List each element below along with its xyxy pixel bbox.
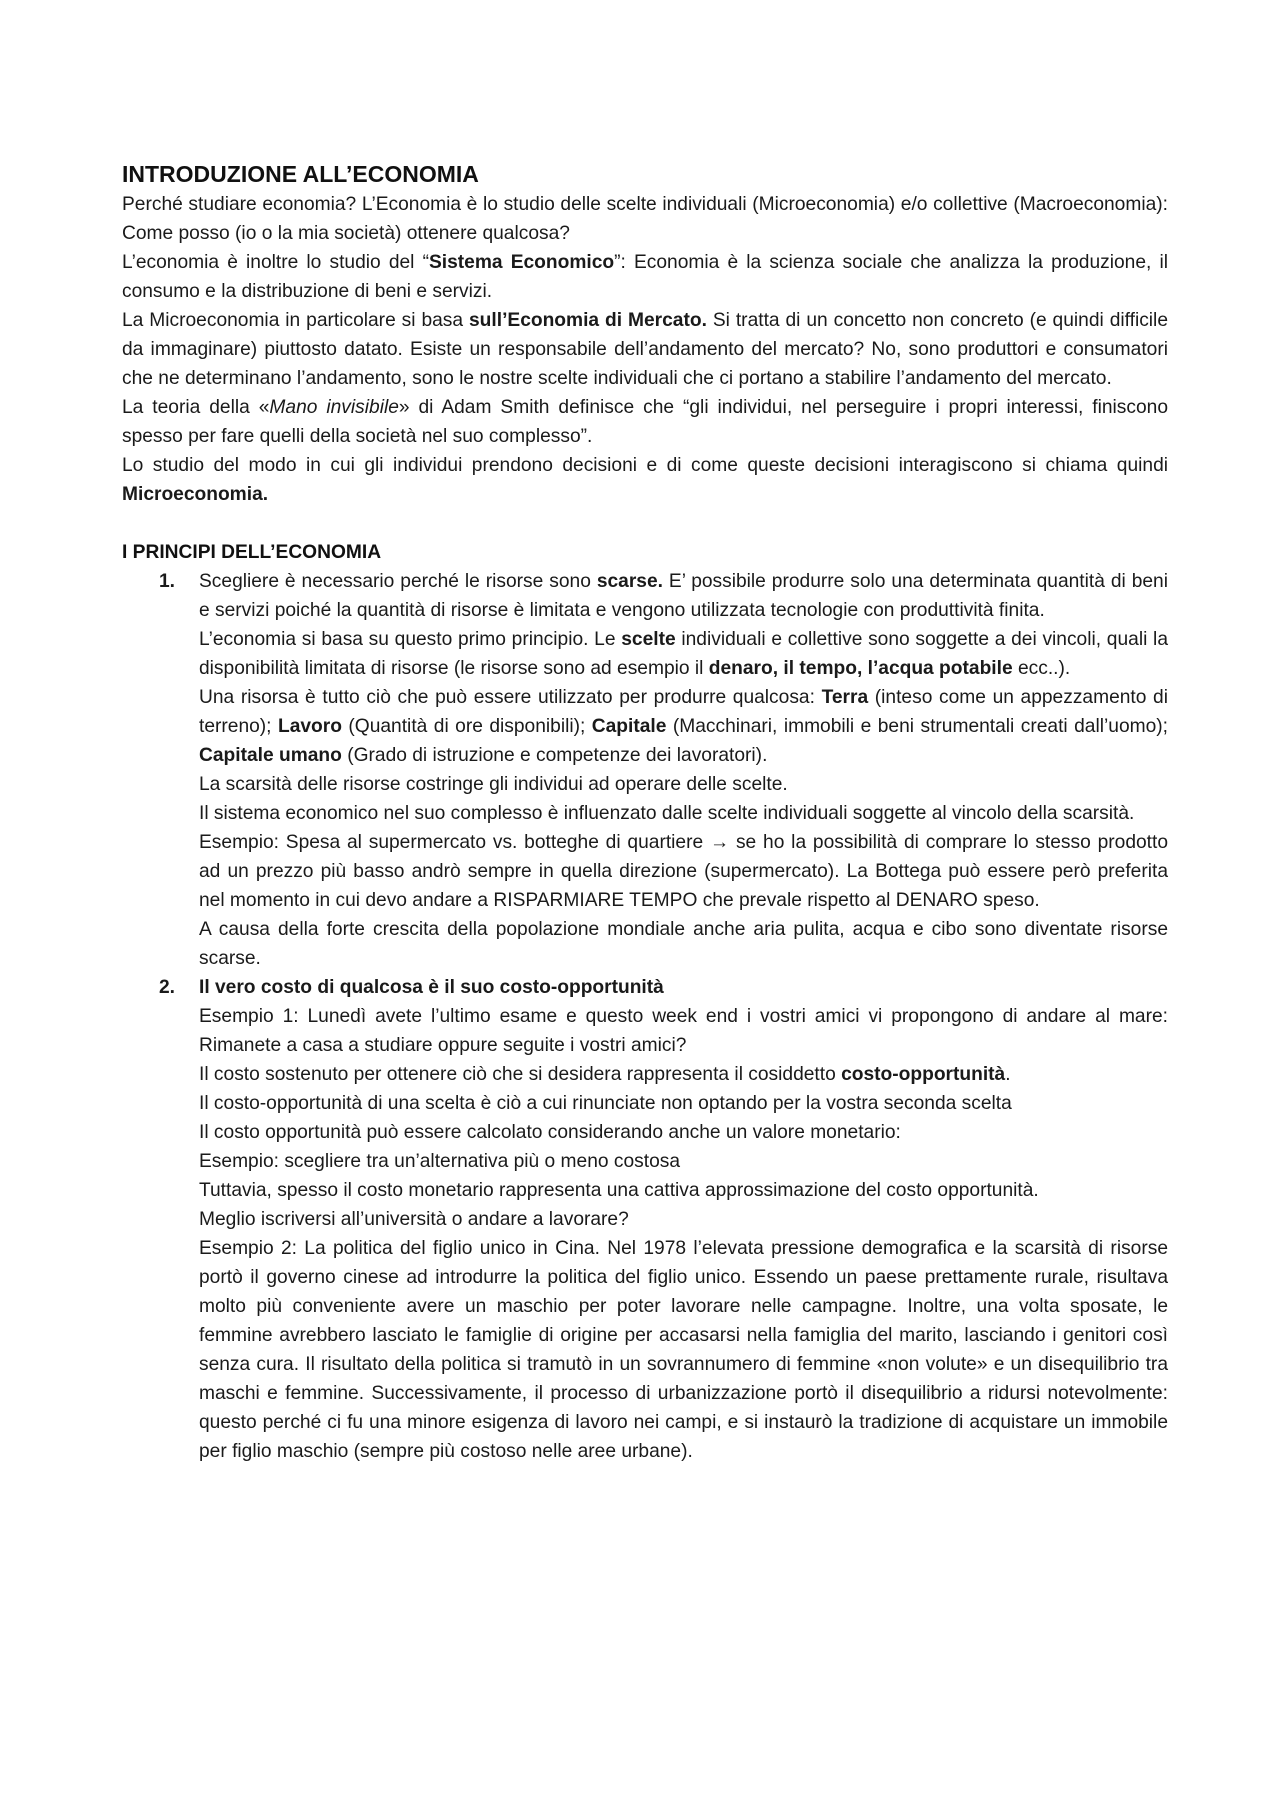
bold-term: Terra (821, 687, 869, 708)
item-paragraph (199, 683, 1168, 770)
text: (Macchinari, immobili e beni strumentali creati dall’uomo); (666, 716, 1168, 737)
text: Esempio: Spesa al supermercato vs. botteghe di quartiere (199, 832, 710, 853)
principles-list (122, 567, 1168, 1466)
item-paragraph: Il costo opportunità può essere calcolato considerando anche un valore monetario: (199, 1122, 901, 1143)
item-paragraph: Esempio: scegliere tra un’alternativa più o meno costosa (199, 1151, 681, 1172)
text: Il costo sostenuto per ottenere ciò che si desidera rappresenta il cosiddetto (199, 1064, 842, 1085)
item-paragraph (199, 625, 1168, 683)
principle-item-1 (122, 567, 1168, 973)
intro-paragraph-2 (122, 248, 1168, 306)
text: La Microeconomia in particolare si basa (122, 310, 470, 331)
text: E’ possibile produrre solo una determinata quantità di beni e servizi poiché la quantità di risorse è limitata e vengono utilizzata tecnologie con produttività finita. (199, 571, 1168, 621)
bold-term: denaro, il tempo, l’acqua potabile (708, 658, 1013, 679)
principle-item-2 (122, 973, 1168, 1466)
item-paragraph: Meglio iscriversi all’università o andare a lavorare? (199, 1209, 629, 1230)
text: . (1005, 1064, 1011, 1085)
italic-term: Mano invisibile (269, 397, 399, 418)
text: L’economia si basa su questo primo principio. Le (199, 629, 622, 650)
item-paragraph (199, 1060, 1168, 1089)
bold-term: scarse. (596, 571, 663, 592)
section-heading: I PRINCIPI DELL’ECONOMIA (122, 542, 382, 563)
item-paragraph (199, 828, 1168, 915)
item-paragraph: Il costo-opportunità di una scelta è ciò a cui rinunciate non optando per la vostra seconda scelta (199, 1093, 1012, 1114)
item-paragraph: Il sistema economico nel suo complesso è influenzato dalle scelte individuali soggette al vincolo della scarsità. (199, 803, 1135, 824)
intro-paragraph-4 (122, 393, 1168, 451)
item-paragraph: A causa della forte crescita della popolazione mondiale anche aria pulita, acqua e cibo sono diventate risorse scarse. (199, 919, 1168, 969)
item-paragraph: Esempio 1: Lunedì avete l’ultimo esame e questo week end i vostri amici vi propongono di andare al mare: Rimanete a casa a studiare oppure seguite i vostri amici? (199, 1006, 1168, 1056)
bold-term: Capitale (591, 716, 667, 737)
list-number: 1. (159, 571, 176, 592)
text: individuali e collettive sono soggette a dei vincoli, quali la disponibilità limitata di risorse (le risorse sono ad esempio il (199, 629, 1168, 679)
text: Scegliere è necessario perché le risorse sono (199, 571, 597, 592)
item-paragraph: La scarsità delle risorse costringe gli individui ad operare delle scelte. (199, 774, 788, 795)
bold-term: sull’Economia di Mercato. (469, 310, 707, 331)
text: (Grado di istruzione e competenze dei lavoratori). (341, 745, 768, 766)
item-title: Il vero costo di qualcosa è il suo costo-opportunità (199, 977, 664, 998)
text: Lo studio del modo in cui gli individui prendono decisioni e di come queste decisioni interagiscono si chiama quindi (122, 455, 1168, 476)
bold-term: Capitale umano (199, 745, 342, 766)
document-page (122, 158, 1168, 1466)
intro-paragraph-5 (122, 451, 1168, 509)
item-paragraph: Esempio 2: La politica del figlio unico in Cina. Nel 1978 l’elevata pressione demografica e la scarsità di risorse portò il governo cinese ad introdurre la politica del figlio unico. Essendo un paese prettamente rurale, risultava molto più conveniente avere un maschio per poter lavorare nelle campagne. Inoltre, una volta sposate, le femmine avrebbero lasciato le famiglie di origine per accasarsi nella famiglia del marito, lasciando i genitori così senza cura. Il risultato della politica si tramutò in un sovrannumero di femmine «non volute» e un disequilibrio tra maschi e femmine. Successivamente, il processo di urbanizzazione portò il disequilibrio a ridursi notevolmente: questo perché ci fu una minore esigenza di lavoro nei campi, e si instaurò la tradizione di acquistare un immobile per figlio maschio (sempre più costoso nelle aree urbane). (199, 1238, 1168, 1462)
arrow-right-icon: → (709, 832, 730, 853)
intro-paragraph-1 (122, 190, 1168, 248)
text: Perché studiare economia? L’Economia è lo studio delle scelte individuali (Microeconomia) e/o collettive (Macroeconomia): Come posso (io o la mia società) ottenere qualcosa? (122, 194, 1168, 244)
text: La teoria della « (122, 397, 270, 418)
text: ”: Economia è la scienza sociale che analizza la produzione, il consumo e la distribuzione di beni e servizi. (122, 252, 1169, 302)
bold-term: scelte (621, 629, 676, 650)
bold-term: Lavoro (277, 716, 342, 737)
item-paragraph (199, 567, 1168, 625)
text: (inteso come un appezzamento di terreno); (199, 687, 1168, 737)
text: ecc..). (1012, 658, 1071, 679)
list-number: 2. (159, 977, 176, 998)
text: » di Adam Smith definisce che “gli individui, nel perseguire i propri interessi, finiscono spesso per fare quelli della società nel suo complesso”. (122, 397, 1169, 447)
text: Una risorsa è tutto ciò che può essere utilizzato per produrre qualcosa: (199, 687, 822, 708)
bold-term: Microeconomia. (122, 484, 269, 505)
text: L’economia è inoltre lo studio del “ (122, 252, 429, 273)
text: (Quantità di ore disponibili); (341, 716, 592, 737)
bold-term: costo-opportunità (841, 1064, 1006, 1085)
intro-paragraph-3 (122, 306, 1168, 393)
text: se ho la possibilità di comprare lo stesso prodotto ad un prezzo più basso andrò sempre in quella direzione (supermercato). La Bottega può essere però preferita nel momento in cui devo andare a RISPARMIARE TEMPO che prevale rispetto al DENARO speso. (199, 832, 1168, 911)
bold-term: Sistema Economico (428, 252, 615, 273)
item-paragraph: Tuttavia, spesso il costo monetario rappresenta una cattiva approssimazione del costo opportunità. (199, 1180, 1039, 1201)
document-title: INTRODUZIONE ALL’ECONOMIA (122, 161, 479, 187)
text: Si tratta di un concetto non concreto (e quindi difficile da immaginare) piuttosto datato. Esiste un responsabile dell’andamento del mercato? No, sono produttori e consumatori che ne determinano l’andamento, sono le nostre scelte individuali che ci portano a stabilire l’andamento del mercato. (122, 310, 1168, 389)
